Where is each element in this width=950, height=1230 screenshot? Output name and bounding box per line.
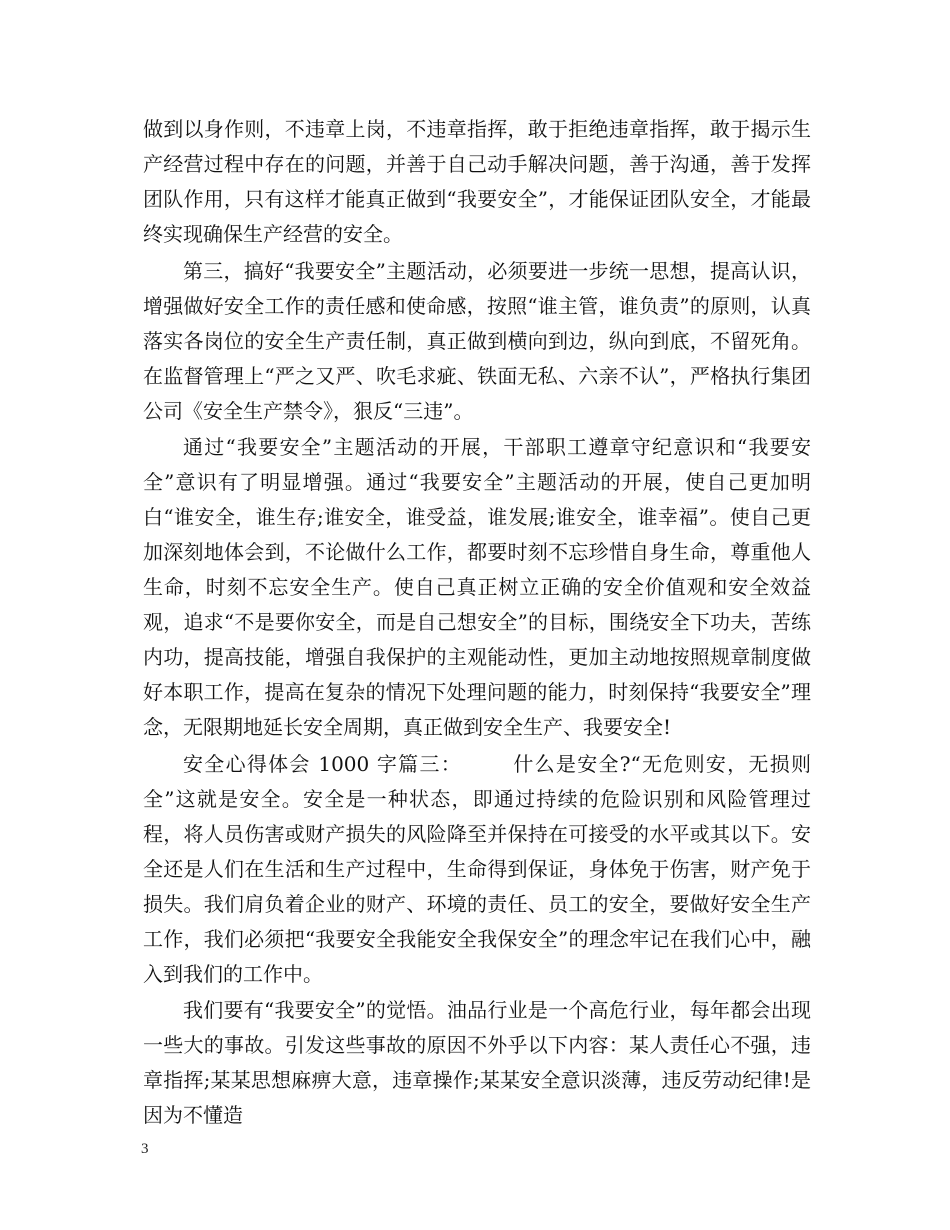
section-heading: 安全心得体会 1000 字篇三： bbox=[183, 751, 463, 776]
paragraph-4 bbox=[143, 747, 811, 992]
paragraph-5: 我们要有“我要安全”的觉悟。油品行业是一个高危行业，每年都会出现一些大的事故。引发这些事故的原因不外乎以下内容：某人责任心不强，违章指挥;某某思想麻痹大意，违章操作;某某安全意识淡薄，违反劳动纪律!是因为不懂造 bbox=[143, 998, 811, 1127]
paragraph-3: 通过“我要安全”主题活动的开展，干部职工遵章守纪意识和“我要安全”意识有了明显增强。通过“我要安全”主题活动的开展，使自己更加明白“谁安全，谁生存;谁安全，谁受益，谁发展;谁安全，谁幸福”。使自己更加深刻地体会到，不论做什么工作，都要时刻不忘珍惜自身生命，尊重他人生命，时刻不忘安全生产。使自己真正树立正确的安全价值观和安全效益观，追求“不是要你安全，而是自己想安全”的目标，围绕安全下功夫，苦练内功，提高技能，增强自我保护的主观能动性，更加主动地按照规章制度做好本职工作，提高在复杂的情况下处理问题的能力，时刻保持“我要安全”理念，无限期地延长安全周期，真正做到安全生产、我要安全! bbox=[143, 435, 811, 739]
paragraph-4-text: 什么是安全?“无危则安，无损则全”这就是安全。安全是一种状态，即通过持续的危险识别和风险管理过程，将人员伤害或财产损失的风险降至并保持在可接受的水平或其以下。安全还是人们在生活和生产过程中，生命得到保证，身体免于伤害，财产免于损失。我们肩负着企业的财产、环境的责任、员工的安全，要做好安全生产工作，我们必须把“我要安全我能安全我保安全”的理念牢记在我们心中，融入到我们的工作中。 bbox=[143, 751, 811, 986]
paragraph-2: 第三，搞好“我要安全”主题活动，必须要进一步统一思想，提高认识，增强做好安全工作的责任感和使命感，按照“谁主管，谁负责”的原则，认真落实各岗位的安全生产责任制，真正做到横向到边，纵向到底，不留死角。在监督管理上“严之又严、吹毛求疵、铁面无私、六亲不认”，严格执行集团公司《安全生产禁令》，狠反“三违”。 bbox=[143, 258, 811, 423]
paragraph-1: 做到以身作则，不违章上岗，不违章指挥，敢于拒绝违章指挥，敢于揭示生产经营过程中存在的问题，并善于自己动手解决问题，善于沟通，善于发挥团队作用，只有这样才能真正做到“我要安全”，才能保证团队安全，才能最终实现确保生产经营的安全。 bbox=[143, 117, 811, 246]
document-body bbox=[143, 112, 811, 1135]
page-number: 3 bbox=[141, 1141, 149, 1157]
